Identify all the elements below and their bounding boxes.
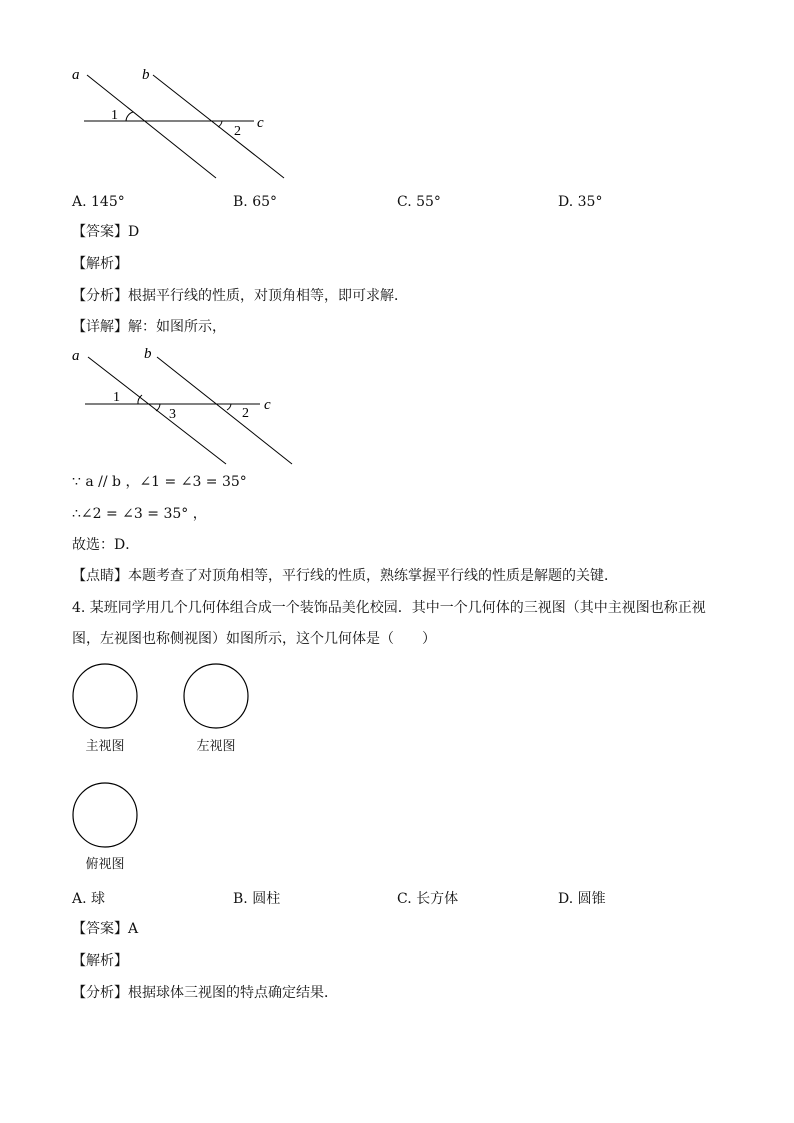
angle-1-label: 1 bbox=[113, 390, 120, 405]
q3-analysis-heading: 【解析】 bbox=[72, 256, 128, 272]
label-b: b bbox=[142, 67, 150, 83]
angle-3-arc bbox=[156, 404, 160, 411]
angle-2-arc bbox=[227, 404, 231, 410]
q4-stem-line-1: 4. 某班同学用几个几何体组合成一个装饰品美化校园．其中一个几何体的三视图（其中主视图也称正视 bbox=[72, 600, 706, 616]
q4-option-b: B. 圆柱 bbox=[233, 891, 281, 907]
label-a: a bbox=[72, 348, 80, 364]
q3-key-point: 【点睛】本题考查了对顶角相等，平行线的性质，熟练掌握平行线的性质是解题的关键． bbox=[72, 568, 618, 584]
q3-option-b: B. 65° bbox=[233, 194, 278, 210]
angle-1-label: 1 bbox=[111, 108, 118, 123]
label-c: c bbox=[264, 397, 271, 413]
q4-answer: 【答案】A bbox=[72, 921, 139, 937]
q3-option-d: D. 35° bbox=[558, 194, 603, 210]
angle-2-label: 2 bbox=[242, 406, 249, 421]
left-view-caption: 左视图 bbox=[196, 739, 236, 754]
angle-2-arc bbox=[218, 121, 222, 127]
label-b: b bbox=[144, 346, 152, 362]
q4-option-c: C. 长方体 bbox=[397, 891, 459, 907]
parallel-lines-figure-2 bbox=[60, 340, 295, 470]
q4-option-d: D. 圆锥 bbox=[558, 891, 606, 907]
q4-option-a: A. 球 bbox=[72, 891, 106, 907]
q3-detailed-solution: 【详解】解：如图所示， bbox=[72, 319, 226, 335]
line-a bbox=[87, 75, 216, 178]
top-view-circle bbox=[71, 781, 139, 849]
q3-step-2: ∴∠2 = ∠3 = 35° ， bbox=[72, 506, 207, 522]
label-a: a bbox=[72, 67, 80, 83]
angle-2-label: 2 bbox=[234, 124, 241, 139]
line-b bbox=[157, 357, 292, 464]
front-view-circle bbox=[71, 662, 139, 730]
top-view-caption: 俯视图 bbox=[85, 857, 125, 872]
left-view-circle bbox=[182, 662, 250, 730]
angle-3-label: 3 bbox=[169, 407, 176, 422]
q3-analysis-summary: 【分析】根据平行线的性质，对顶角相等，即可求解． bbox=[72, 288, 408, 304]
front-view-caption: 主视图 bbox=[85, 739, 125, 754]
q3-answer: 【答案】D bbox=[72, 224, 140, 240]
q4-analysis-summary: 【分析】根据球体三视图的特点确定结果． bbox=[72, 985, 338, 1001]
q3-option-c: C. 55° bbox=[397, 194, 441, 210]
q4-stem-line-2: 图，左视图也称侧视图）如图所示，这个几何体是（ ） bbox=[72, 631, 436, 647]
q4-analysis-heading: 【解析】 bbox=[72, 953, 128, 969]
angle-1-arc bbox=[126, 112, 133, 121]
label-c: c bbox=[257, 115, 264, 131]
q3-step-1: ∵ a // b ，∠1 = ∠3 = 35° bbox=[72, 474, 247, 490]
q3-choice: 故选：D． bbox=[72, 537, 140, 553]
q3-option-a: A. 145° bbox=[72, 194, 125, 210]
parallel-lines-figure-1 bbox=[60, 60, 290, 185]
